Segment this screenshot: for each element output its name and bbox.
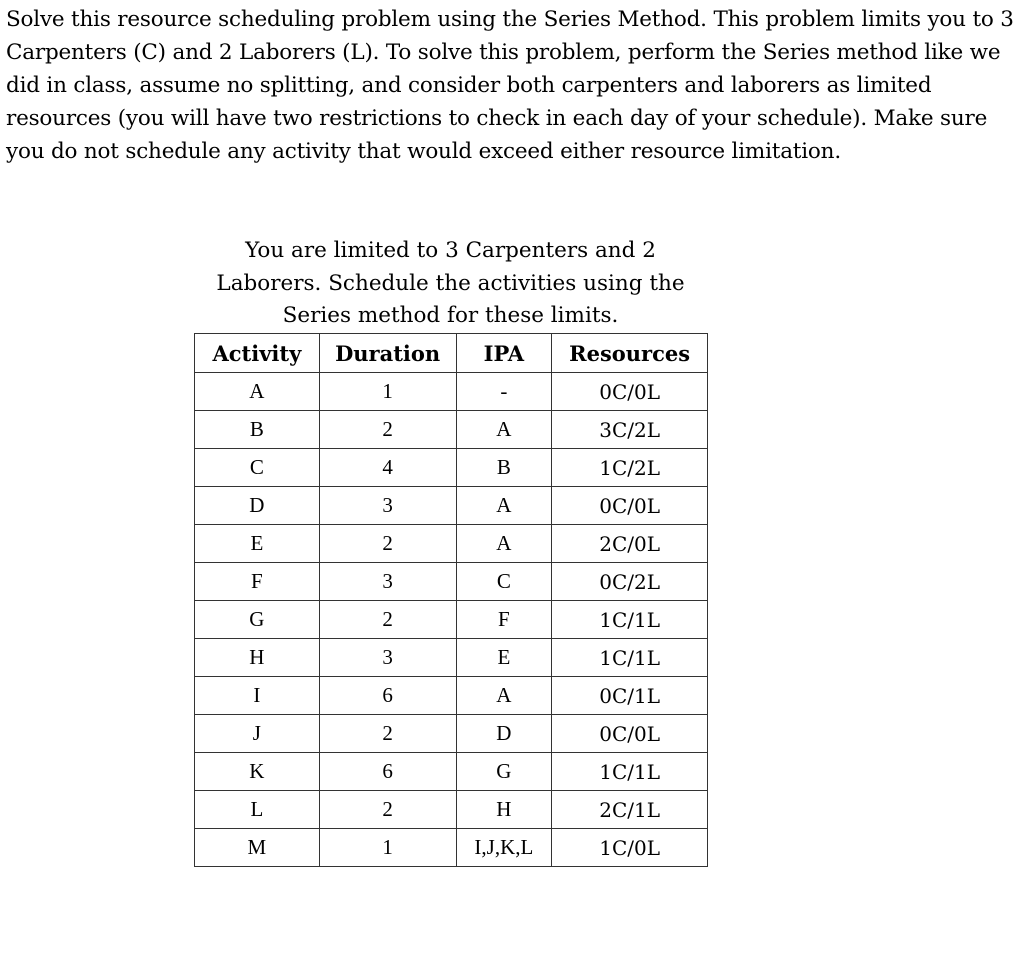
resources-cell: 0C/1L xyxy=(552,677,708,715)
duration-cell: 2 xyxy=(319,715,456,753)
resources-cell: 1C/1L xyxy=(552,753,708,791)
table-row xyxy=(195,677,708,715)
resources-cell: 0C/0L xyxy=(552,715,708,753)
activity-cell: K xyxy=(195,753,320,791)
ipa-cell: D xyxy=(456,715,552,753)
header-activity: Activity xyxy=(195,334,320,373)
ipa-cell: A xyxy=(456,411,552,449)
table-row xyxy=(195,829,708,867)
duration-cell: 3 xyxy=(319,639,456,677)
header-ipa: IPA xyxy=(456,334,552,373)
table-header-row xyxy=(195,334,708,373)
duration-cell: 2 xyxy=(319,525,456,563)
resources-cell: 1C/1L xyxy=(552,639,708,677)
resources-cell: 3C/2L xyxy=(552,411,708,449)
activity-cell: M xyxy=(195,829,320,867)
duration-cell: 1 xyxy=(319,829,456,867)
duration-cell: 2 xyxy=(319,411,456,449)
duration-cell: 3 xyxy=(319,487,456,525)
ipa-cell: G xyxy=(456,753,552,791)
table-row xyxy=(195,525,708,563)
ipa-cell: A xyxy=(456,525,552,563)
table-row xyxy=(195,753,708,791)
table-row xyxy=(195,715,708,753)
table-row xyxy=(195,791,708,829)
duration-cell: 2 xyxy=(319,601,456,639)
resources-cell: 2C/0L xyxy=(552,525,708,563)
duration-cell: 2 xyxy=(319,791,456,829)
activity-cell: B xyxy=(195,411,320,449)
ipa-cell: E xyxy=(456,639,552,677)
duration-cell: 4 xyxy=(319,449,456,487)
header-duration: Duration xyxy=(319,334,456,373)
duration-cell: 3 xyxy=(319,563,456,601)
resources-cell: 0C/0L xyxy=(552,487,708,525)
ipa-cell: A xyxy=(456,487,552,525)
activity-cell: I xyxy=(195,677,320,715)
ipa-cell: C xyxy=(456,563,552,601)
resources-cell: 2C/1L xyxy=(552,791,708,829)
activity-cell: J xyxy=(195,715,320,753)
resources-cell: 0C/2L xyxy=(552,563,708,601)
ipa-cell: B xyxy=(456,449,552,487)
table-row xyxy=(195,449,708,487)
activity-cell: E xyxy=(195,525,320,563)
duration-cell: 1 xyxy=(319,373,456,411)
duration-cell: 6 xyxy=(319,753,456,791)
resources-cell: 1C/0L xyxy=(552,829,708,867)
ipa-cell: F xyxy=(456,601,552,639)
table-row xyxy=(195,639,708,677)
table-row xyxy=(195,411,708,449)
ipa-cell: I,J,K,L xyxy=(456,829,552,867)
ipa-cell: H xyxy=(456,791,552,829)
resources-cell: 0C/0L xyxy=(552,373,708,411)
table-row xyxy=(195,373,708,411)
activity-cell: C xyxy=(195,449,320,487)
problem-statement: Solve this resource scheduling problem using the Series Method. This problem limits you to 3 Carpenters (C) and 2 Laborers (L). To solve this problem, perform the Series method like we did in class, assume no splitting, and consider both carpenters and laborers as limited resources (you will have two restrictions to check in each day of your schedule). Make sure you do not schedule any activity that would exceed either resource limitation. xyxy=(6,7,1014,164)
activity-cell: D xyxy=(195,487,320,525)
activity-cell: L xyxy=(195,791,320,829)
resources-cell: 1C/1L xyxy=(552,601,708,639)
duration-cell: 6 xyxy=(319,677,456,715)
activity-cell: G xyxy=(195,601,320,639)
activity-table xyxy=(194,333,708,867)
table-caption: You are limited to 3 Carpenters and 2 Laborers. Schedule the activities using the Series method for these limits. xyxy=(216,238,685,328)
activity-cell: F xyxy=(195,563,320,601)
activity-cell: A xyxy=(195,373,320,411)
table-row xyxy=(195,487,708,525)
header-resources: Resources xyxy=(552,334,708,373)
activity-cell: H xyxy=(195,639,320,677)
table-row xyxy=(195,601,708,639)
resources-cell: 1C/2L xyxy=(552,449,708,487)
ipa-cell: - xyxy=(456,373,552,411)
table-row xyxy=(195,563,708,601)
ipa-cell: A xyxy=(456,677,552,715)
